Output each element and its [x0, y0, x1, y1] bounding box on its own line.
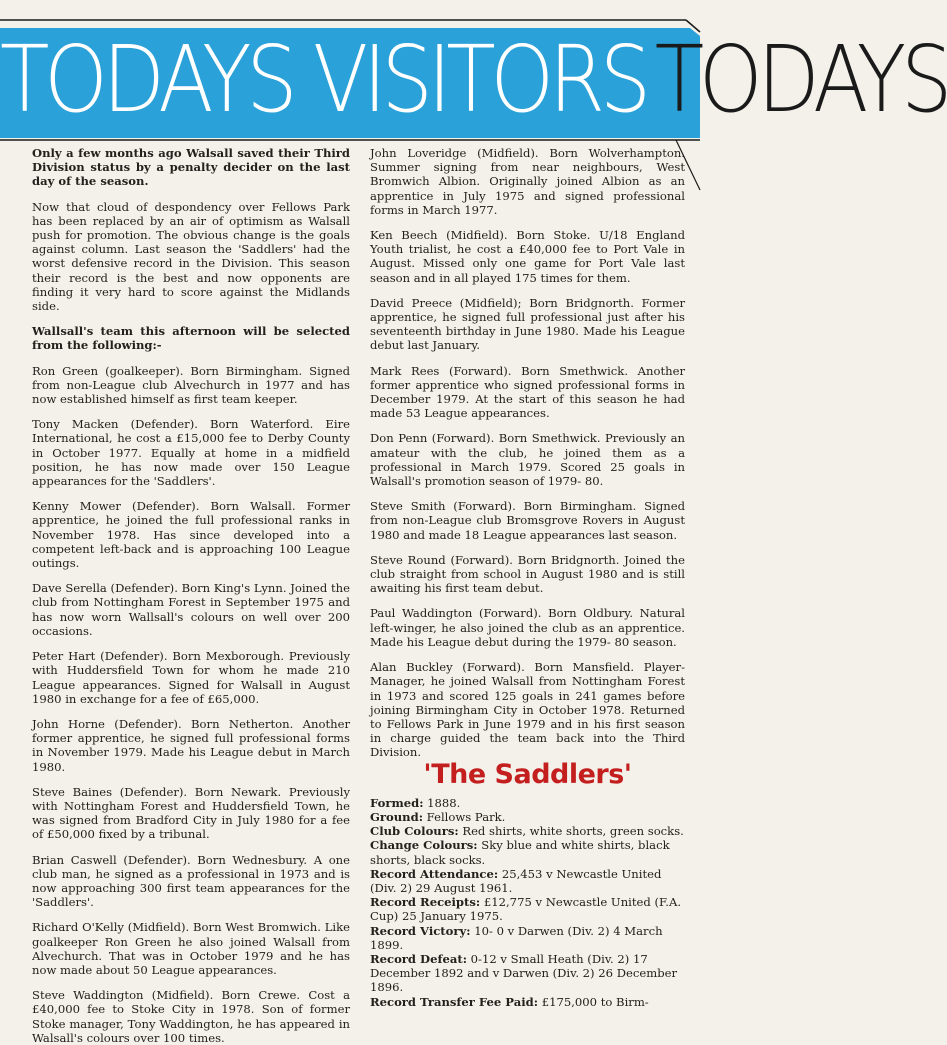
fact-line	[370, 824, 685, 838]
player-profile: Steve Round (Forward). Born Bridgnorth. Joined the club straight from school in August 1980 and is still awaiting his first team debut.	[370, 552, 685, 596]
fact-value: £175,000 to Birm-	[538, 994, 649, 1009]
player-profile: Mark Rees (Forward). Born Smethwick. Another former apprentice who signed professional forms in December 1979. At the start of this season he had made 53 League appearances.	[370, 363, 685, 421]
fact-label: Formed:	[370, 795, 424, 810]
player-profile: Dave Serella (Defender). Born King's Lynn. Joined the club from Nottingham Forest in September 1975 and has now worn Wallsall's colours on well over 200 occasions.	[32, 581, 350, 638]
player-profile: Brian Caswell (Defender). Born Wednesbury. A one club man, he signed as a professional in 1973 and is now approaching 300 first team appearances for the 'Saddlers'.	[32, 852, 350, 910]
player-profile: Steve Smith (Forward). Born Birmingham. Signed from non-League club Bromsgrove Rovers in August 1980 and made 18 League appearances last season.	[370, 499, 685, 542]
fact-value: 10- 0 v Darwen (Div. 2) 4 March 1899.	[370, 923, 663, 952]
fact-label: Record Attendance:	[370, 866, 499, 881]
fact-line	[370, 895, 685, 923]
fact-line	[370, 810, 685, 824]
right-column	[370, 146, 685, 1009]
left-column	[32, 146, 350, 1045]
banner-title	[0, 26, 947, 133]
fact-value: Fellows Park.	[423, 809, 506, 824]
fact-value: Sky blue and white shirts, black shorts, black socks.	[370, 838, 670, 867]
fact-label: Change Colours:	[370, 838, 478, 853]
fact-label: Record Transfer Fee Paid:	[370, 994, 539, 1009]
fact-line	[370, 924, 685, 952]
player-profile: John Loveridge (Midfield). Born Wolverhampton. Summer signing from near neighbours, West Bromwich Albion. Originally joined Albion as an apprentice in July 1975 and signed professional forms in March 1977.	[370, 146, 685, 217]
player-profile: Steve Baines (Defender). Born Newark. Previously with Nottingham Forest and Huddersfield Town, he was signed from Bradford City in July 1980 for a fee of £50,000 fixed by a tribunal.	[32, 784, 350, 842]
player-profile: Ron Green (goalkeeper). Born Birmingham. Signed from non-League club Alvechurch in 1977 and has now established himself as first team keeper.	[32, 363, 350, 407]
player-profile: Ken Beech (Midfield). Born Stoke. U/18 England Youth trialist, he cost a £40,000 fee to Port Vale in August. Missed only one game for Port Vale last season and in all played 175 times for them.	[370, 228, 685, 285]
player-profile: Richard O'Kelly (Midfield). Born West Bromwich. Like goalkeeper Ron Green he also joined Walsall from Alvechurch. That was in October 1979 and he has now made about 50 League appearances.	[32, 920, 350, 977]
fact-label: Ground:	[370, 809, 423, 824]
banner-title-dark: TODAYS	[654, 26, 947, 133]
fact-value: £12,775 v Newcastle United (F.A. Cup) 25 January 1975.	[370, 895, 682, 924]
intro-lead: Only a few months ago Walsall saved their Third Division status by a penalty decider on the last day of the season.	[32, 146, 350, 189]
player-profile: Kenny Mower (Defender). Born Walsall. Former apprentice, he joined the full professional ranks in November 1978. Has since developed into a competent left-back and is approaching 100 League outings.	[32, 499, 350, 571]
player-profile: Alan Buckley (Forward). Born Mansfield. Player-Manager, he joined Walsall from Nottingham Forest in 1973 and scored 125 goals in 241 games before joining Birmingham City in October 1978. Returned to Fellows Park in June 1979 and in his first season in charge guided the team back into the Third Division.	[370, 660, 685, 760]
banner-title-main: TODAYS VISITORS	[0, 26, 646, 133]
fact-label: Record Victory:	[370, 923, 471, 938]
fact-line	[370, 796, 685, 810]
fact-line	[370, 838, 685, 866]
player-profile: John Horne (Defender). Born Netherton. Another former apprentice, he signed full professional forms in November 1979. Made his League debut in March 1980.	[32, 716, 350, 774]
club-facts	[370, 796, 685, 1009]
fact-line	[370, 952, 685, 995]
player-profile: Steve Waddington (Midfield). Born Crewe. Cost a £40,000 fee to Stoke City in 1978. Son of former Stoke manager, Tony Waddington, he has appeared in Walsall's colours over 100 times.	[32, 988, 350, 1045]
fact-value: 1888.	[423, 795, 461, 810]
player-profile: Peter Hart (Defender). Born Mexborough. Previously with Huddersfield Town for whom he made 210 League appearances. Signed for Walsall in August 1980 in exchange for a fee of £65,000.	[32, 649, 350, 706]
intro-body: Now that cloud of despondency over Fellows Park has been replaced by an air of optimism as Walsall push for promotion. The obvious change is the goals against column. Last season the 'Saddlers' had the worst defensive record in the Division. This season their record is the best and now opponents are finding it very hard to score against the Midlands side.	[32, 199, 350, 314]
saddlers-heading: 'The Saddlers'	[423, 758, 632, 790]
fact-value: Red shirts, white shorts, green socks.	[458, 824, 684, 839]
player-profile: David Preece (Midfield); Born Bridgnorth. Former apprentice, he signed full professional just after his seventeenth birthday in June 1980. Made his League debut last January.	[370, 295, 685, 353]
player-profile: Don Penn (Forward). Born Smethwick. Previously an amateur with the club, he joined them as a professional in March 1979. Scored 25 goals in Walsall's promotion season of 1979- 80.	[370, 431, 685, 489]
fact-label: Record Receipts:	[370, 895, 481, 910]
header-banner	[0, 0, 947, 140]
fact-value: 0-12 v Small Heath (Div. 2) 17 December 1892 and v Darwen (Div. 2) 26 December 1896.	[370, 951, 678, 995]
fact-line	[370, 867, 685, 895]
player-profile: Paul Waddington (Forward). Born Oldbury. Natural left-winger, he also joined the club as an apprentice. Made his League debut during the 1979- 80 season.	[370, 606, 685, 649]
fact-label: Record Defeat:	[370, 951, 467, 966]
fact-line	[370, 995, 685, 1009]
player-profile: Tony Macken (Defender). Born Waterford. Eire International, he cost a £15,000 fee to Derby County in October 1977. Equally at home in a midfield position, he has now made over 150 League appearances for the 'Saddlers'.	[32, 417, 350, 489]
fact-value: 25,453 v Newcastle United (Div. 2) 29 August 1961.	[370, 866, 662, 895]
intro-selection: Wallsall's team this afternoon will be selected from the following:-	[32, 324, 350, 353]
fact-label: Club Colours:	[370, 824, 459, 839]
